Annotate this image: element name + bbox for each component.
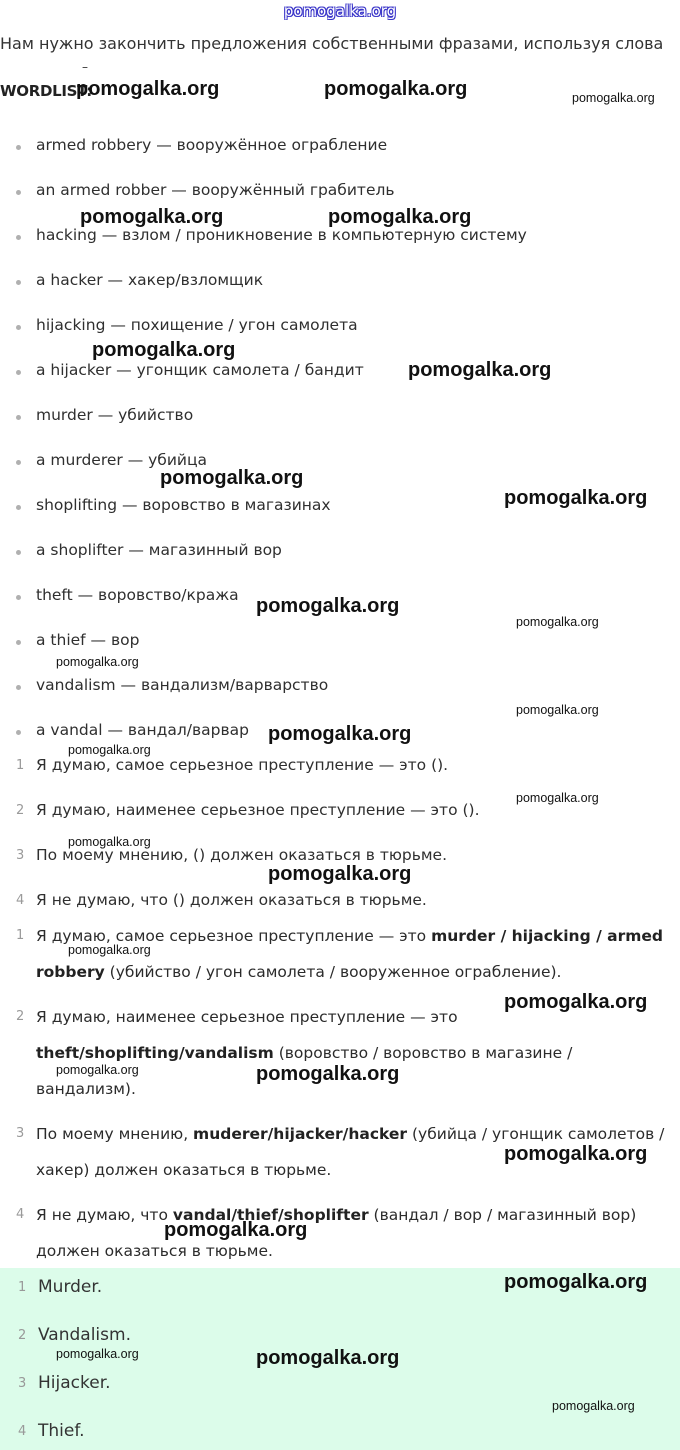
answer-item: Hijacker. — [38, 1373, 111, 1393]
bullet-icon — [16, 280, 21, 285]
answer-number: 2 — [18, 1328, 27, 1343]
prompt-sentence: Я думаю, самое серьезное преступление — это (). — [36, 756, 449, 774]
list-item: a vandal — вандал/варвар — [36, 721, 249, 739]
answer-words: vandal/thief/shoplifter — [172, 1206, 369, 1224]
answer-number: 4 — [18, 1424, 27, 1439]
watermark: pomogalka.org — [256, 1347, 400, 1369]
watermark: pomogalka.org — [256, 1063, 400, 1085]
answer-words: muderer/hijacker/hacker — [193, 1125, 408, 1143]
watermark: pomogalka.org — [56, 655, 139, 669]
watermark: pomogalka.org — [56, 1347, 139, 1361]
translation-text: (убийца / угонщик самолетов / хакер) должен оказаться в тюрьме. — [36, 1125, 665, 1179]
list-item: a hacker — хакер/взломщик — [36, 271, 264, 289]
watermark: pomogalka.org — [68, 743, 151, 757]
watermark: pomogalka.org — [68, 835, 151, 849]
list-item: hacking — взлом / проникновение в компьютерную систему — [36, 226, 527, 244]
list-item: armed robbery — вооружённое ограбление — [36, 136, 388, 154]
watermark: pomogalka.org — [328, 206, 472, 228]
filled-number: 3 — [16, 1126, 25, 1141]
answer-item: Vandalism. — [38, 1325, 131, 1345]
answer-words: murder / hijacking / armed robbery — [36, 927, 664, 981]
list-item: a shoplifter — магазинный вор — [36, 541, 282, 559]
bullet-icon — [16, 145, 21, 150]
answer-words: theft/shoplifting/vandalism — [36, 1044, 274, 1062]
list-item: theft — воровство/кража — [36, 586, 239, 604]
list-item: hijacking — похищение / угон самолета — [36, 316, 358, 334]
answer-item: Thief. — [38, 1421, 85, 1441]
bullet-icon — [16, 640, 21, 645]
watermark: pomogalka.org — [504, 991, 648, 1013]
translation-text: (вандал / вор / магазинный вор) должен оказаться в тюрьме. — [36, 1206, 637, 1260]
filled-sentence — [36, 999, 676, 1107]
list-item: an armed robber — вооружённый грабитель — [36, 181, 395, 199]
translation-text: (убийство / угон самолета / вооруженное ограбление). — [104, 963, 562, 981]
site-header-link[interactable]: pomogalka.org — [283, 2, 397, 20]
watermark: pomogalka.org — [160, 467, 304, 489]
wordlist-label: WORDLIST: — [0, 82, 92, 100]
bullet-icon — [16, 415, 21, 420]
bullet-icon — [16, 190, 21, 195]
bullet-icon — [16, 325, 21, 330]
watermark: pomogalka.org — [268, 723, 412, 745]
translation-text: (воровство / воровство в магазине / вандализм). — [36, 1044, 573, 1098]
list-item: vandalism — вандализм/варварство — [36, 676, 329, 694]
watermark: pomogalka.org — [572, 91, 655, 105]
prompt-number: 2 — [16, 803, 25, 818]
watermark: pomogalka.org — [552, 1399, 635, 1413]
watermark: pomogalka.org — [504, 487, 648, 509]
prompt-sentence: Я думаю, наименее серьезное преступление — это (). — [36, 801, 480, 819]
answer-item: Murder. — [38, 1277, 103, 1297]
filled-number: 1 — [16, 928, 25, 943]
list-item: murder — убийство — [36, 406, 194, 424]
bullet-icon — [16, 685, 21, 690]
sentence-text: Я думаю, самое серьезное преступление — это — [36, 927, 432, 945]
dash-mark: – — [82, 60, 88, 74]
prompt-number: 1 — [16, 758, 25, 773]
list-item: a hijacker — угонщик самолета / бандит — [36, 361, 364, 379]
bullet-icon — [16, 505, 21, 510]
prompt-number: 3 — [16, 848, 25, 863]
bullet-icon — [16, 595, 21, 600]
sentence-text: Я думаю, наименее серьезное преступление — это — [36, 1008, 458, 1026]
watermark: pomogalka.org — [408, 359, 552, 381]
watermark: pomogalka.org — [324, 78, 468, 100]
bullet-icon — [16, 730, 21, 735]
prompt-sentence: По моему мнению, () должен оказаться в тюрьме. — [36, 846, 448, 864]
watermark: pomogalka.org — [256, 595, 400, 617]
list-item: a murderer — убийца — [36, 451, 208, 469]
prompt-sentence: Я не думаю, что () должен оказаться в тюрьме. — [36, 891, 427, 909]
watermark: pomogalka.org — [56, 1063, 139, 1077]
list-item: shoplifting — воровство в магазинах — [36, 496, 331, 514]
bullet-icon — [16, 235, 21, 240]
watermark: pomogalka.org — [516, 791, 599, 805]
filled-sentence — [36, 1197, 676, 1269]
list-item: a thief — вор — [36, 631, 140, 649]
answer-number: 3 — [18, 1376, 27, 1391]
watermark: pomogalka.org — [76, 78, 220, 100]
watermark: pomogalka.org — [80, 206, 224, 228]
bullet-icon — [16, 370, 21, 375]
task-intro: Нам нужно закончить предложения собственными фразами, используя слова — [0, 34, 664, 53]
filled-number: 4 — [16, 1207, 25, 1222]
prompt-number: 4 — [16, 893, 25, 908]
watermark: pomogalka.org — [516, 703, 599, 717]
answer-number: 1 — [18, 1280, 27, 1295]
watermark: pomogalka.org — [68, 943, 151, 957]
bullet-icon — [16, 550, 21, 555]
watermark: pomogalka.org — [92, 339, 236, 361]
filled-number: 2 — [16, 1009, 25, 1024]
watermark: pomogalka.org — [164, 1219, 308, 1241]
watermark: pomogalka.org — [268, 863, 412, 885]
sentence-text: По моему мнению, — [36, 1125, 194, 1143]
bullet-icon — [16, 460, 21, 465]
watermark: pomogalka.org — [504, 1143, 648, 1165]
watermark: pomogalka.org — [504, 1271, 648, 1293]
sentence-text: Я не думаю, что — [36, 1206, 173, 1224]
watermark: pomogalka.org — [516, 615, 599, 629]
